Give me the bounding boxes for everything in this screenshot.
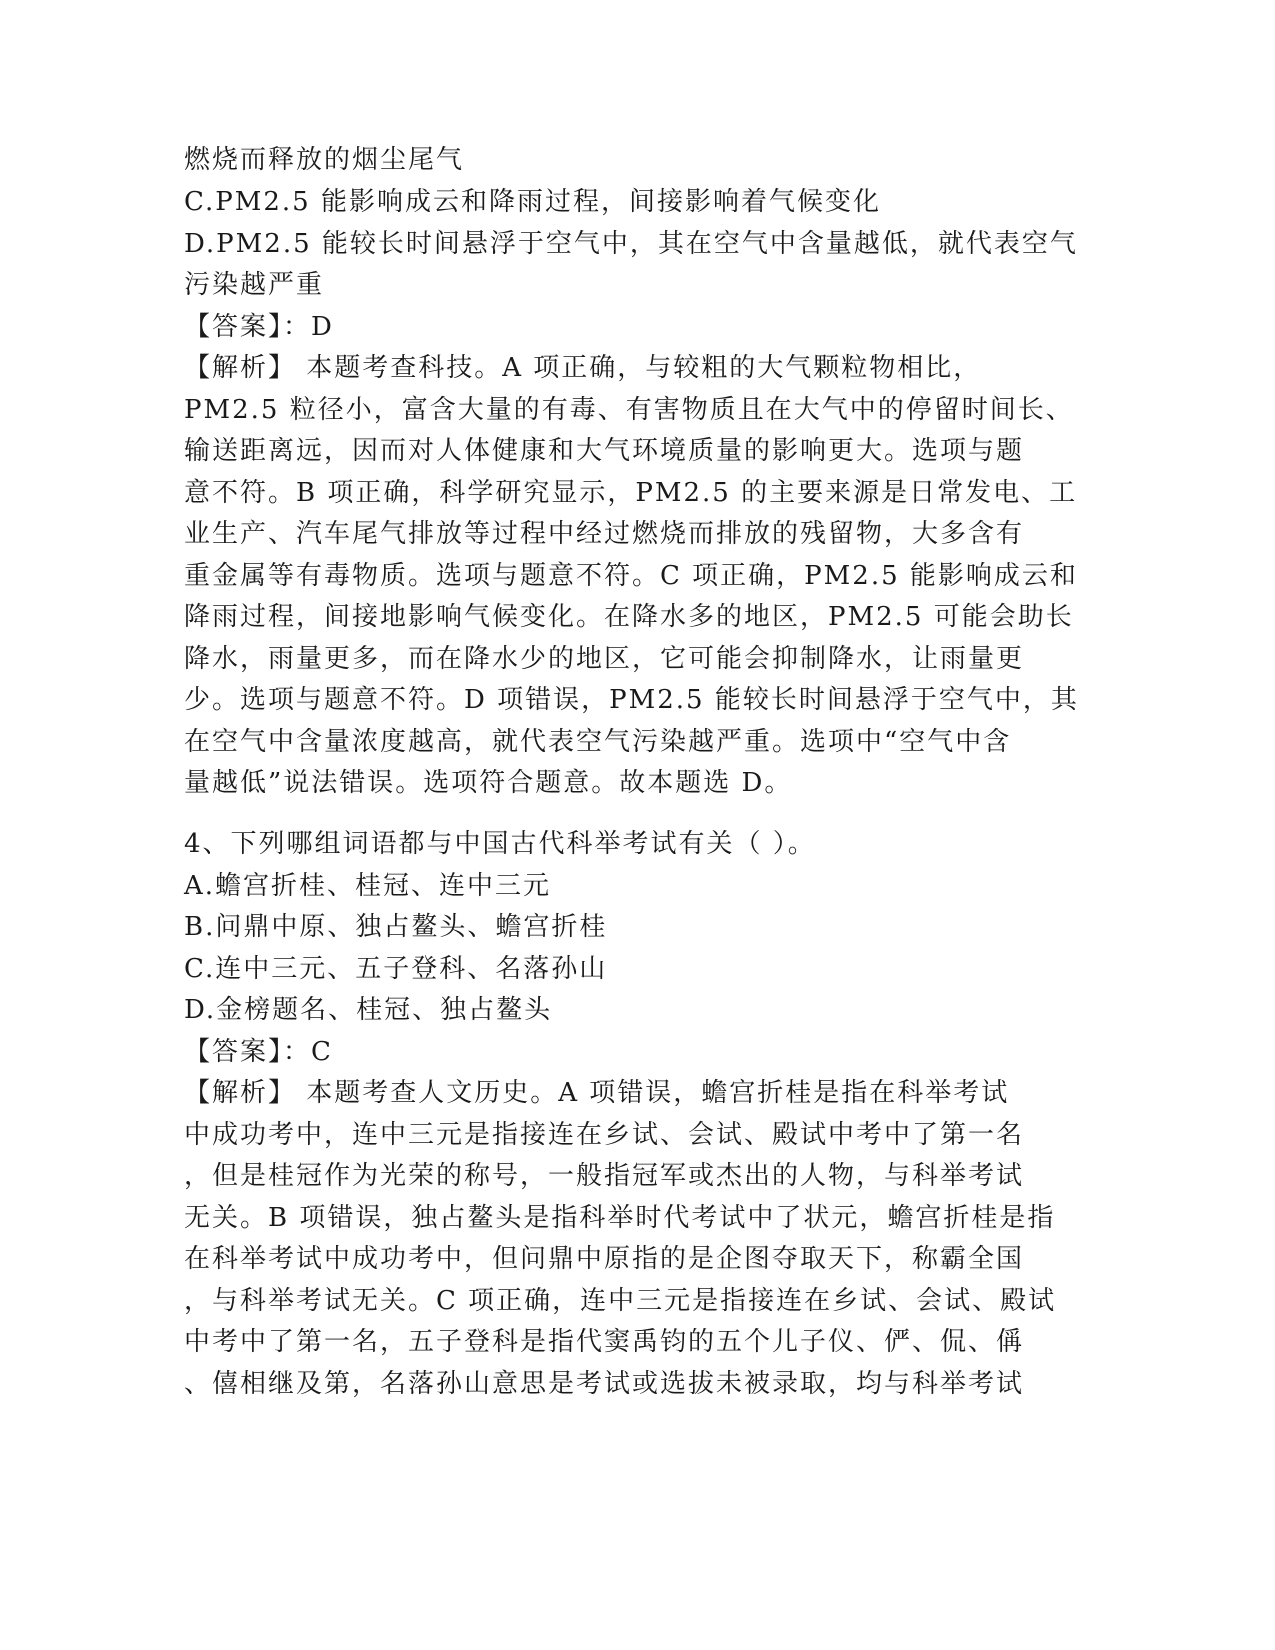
- analysis-line: ，与科举考试无关。C 项正确，连中三元是指接连在乡试、会试、殿试: [184, 1286, 1057, 1316]
- text-line: 燃烧而释放的烟尘尾气: [184, 145, 465, 175]
- option-c: C.PM2.5 能影响成云和降雨过程，间接影响着气候变化: [184, 187, 881, 217]
- analysis-line: PM2.5 粒径小，富含大量的有毒、有害物质且在大气中的停留时间长、: [184, 395, 1074, 425]
- analysis-line: 、僖相继及第，名落孙山意思是考试或选拔未被录取，均与科举考试: [184, 1369, 1025, 1399]
- analysis-line: 中考中了第一名，五子登科是指代窦禹钧的五个儿子仪、俨、侃、偁: [184, 1327, 1025, 1357]
- analysis-line: 输送距离远，因而对人体健康和大气环境质量的影响更大。选项与题: [184, 436, 1025, 466]
- option-a: A.蟾宫折桂、桂冠、连中三元: [184, 871, 552, 901]
- analysis-line: 在空气中含量浓度越高，就代表空气污染越严重。选项中“空气中含: [184, 727, 1012, 757]
- analysis-line: 【解析】 本题考查科技。A 项正确，与较粗的大气颗粒物相比，: [184, 353, 982, 383]
- analysis-line: 无关。B 项错误，独占鳌头是指科举时代考试中了状元，蟾宫折桂是指: [184, 1203, 1056, 1233]
- question-4: 4、下列哪组词语都与中国古代科举考试有关（ ）。: [184, 829, 816, 859]
- analysis-line: 重金属等有毒物质。选项与题意不符。C 项正确，PM2.5 能影响成云和: [184, 561, 1078, 591]
- analysis-line: 量越低”说法错误。选项符合题意。故本题选 D。: [184, 768, 793, 798]
- option-d: D.金榜题名、桂冠、独占鳌头: [184, 995, 553, 1025]
- analysis-line: 在科举考试中成功考中，但问鼎中原指的是企图夺取天下，称霸全国: [184, 1244, 1025, 1274]
- answer-label: 【答案】：D: [184, 312, 334, 342]
- analysis-line: 降水，雨量更多，而在降水少的地区，它可能会抑制降水，让雨量更: [184, 644, 1025, 674]
- analysis-line: ，但是桂冠作为光荣的称号，一般指冠军或杰出的人物，与科举考试: [184, 1161, 1025, 1191]
- analysis-line: 业生产、汽车尾气排放等过程中经过燃烧而排放的残留物，大多含有: [184, 519, 1025, 549]
- analysis-line: 降雨过程，间接地影响气候变化。在降水多的地区，PM2.5 可能会助长: [184, 602, 1074, 632]
- text-line: 污染越严重: [184, 270, 325, 300]
- option-c: C.连中三元、五子登科、名落孙山: [184, 954, 608, 984]
- analysis-line: 少。选项与题意不符。D 项错误，PM2.5 能较长时间悬浮于空气中，其: [184, 685, 1079, 715]
- analysis-line: 意不符。B 项正确，科学研究显示，PM2.5 的主要来源是日常发电、工: [184, 478, 1078, 508]
- option-d: D.PM2.5 能较长时间悬浮于空气中，其在空气中含量越低，就代表空气: [184, 229, 1078, 259]
- analysis-line: 【解析】 本题考查人文历史。A 项错误，蟾宫折桂是指在科举考试: [184, 1078, 1010, 1108]
- analysis-line: 中成功考中，连中三元是指接连在乡试、会试、殿试中考中了第一名: [184, 1120, 1025, 1150]
- option-b: B.问鼎中原、独占鳌头、蟾宫折桂: [184, 912, 608, 942]
- answer-label: 【答案】：C: [184, 1037, 333, 1067]
